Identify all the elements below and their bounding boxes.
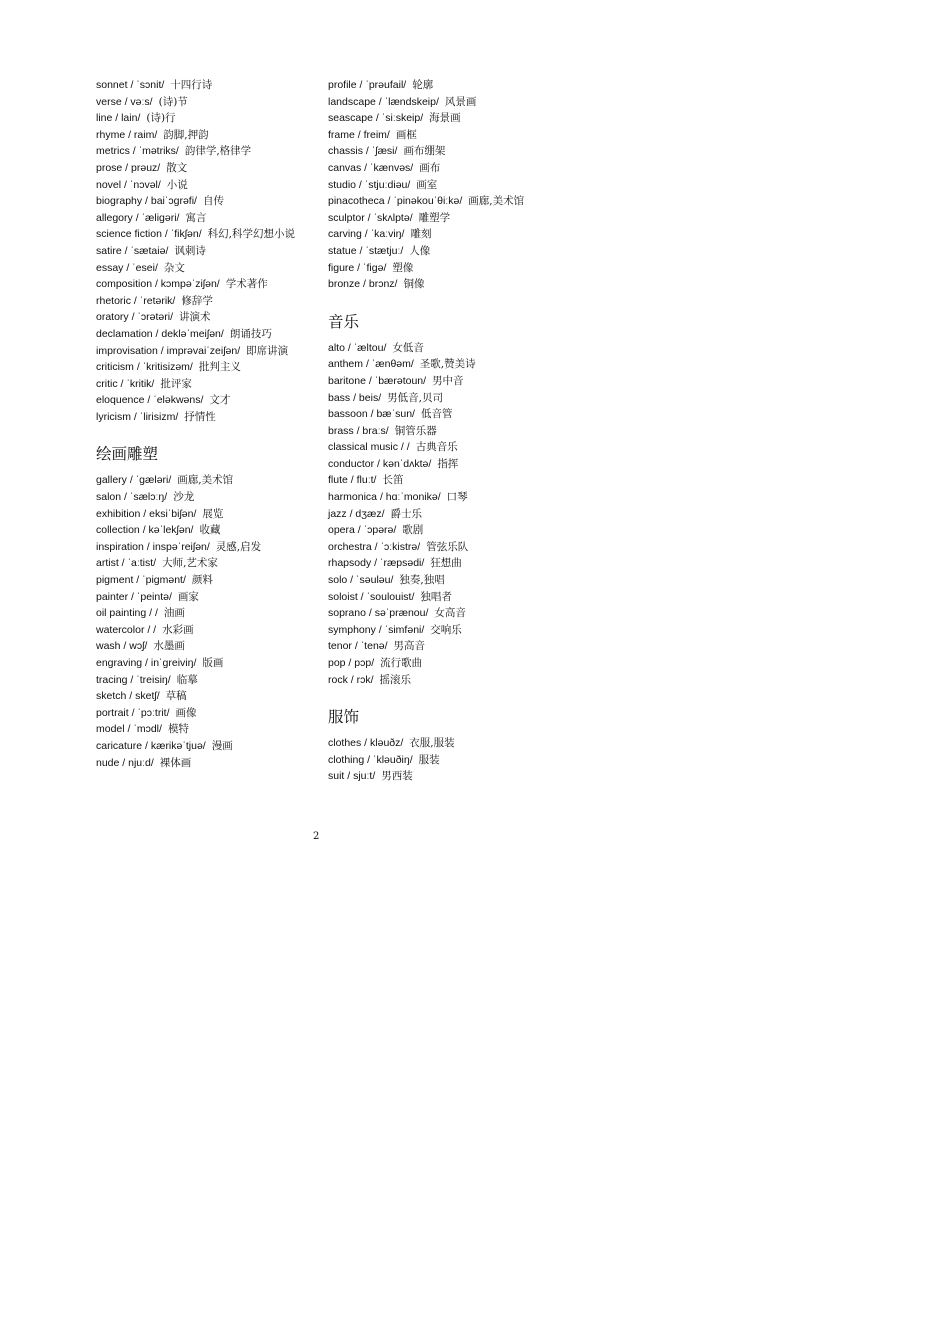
- vocab-entry: [328, 210, 543, 227]
- vocab-entry: [96, 589, 311, 606]
- vocab-word: clothing / ˈkləuðiŋ/: [328, 753, 413, 766]
- vocab-definition: 展览: [202, 507, 224, 520]
- vocab-word: essay / ˈesei/: [96, 261, 158, 274]
- vocab-definition: 女高音: [434, 607, 466, 620]
- vocab-word: rhapsody / ˈræpsədi/: [328, 557, 425, 570]
- vocab-definition: 画框: [395, 128, 417, 141]
- vocab-entry: [328, 127, 543, 144]
- vocab-entry: [96, 326, 311, 343]
- vocab-word: studio / ˈstjuːdiəu/: [328, 178, 411, 191]
- vocab-definition: 女低音: [392, 341, 424, 354]
- vocab-entry: [96, 738, 311, 755]
- vocab-word: portrait / ˈpɔːtrit/: [96, 706, 170, 719]
- vocab-definition: 批判主义: [198, 361, 241, 374]
- vocab-word: gallery / ˈgæləri/: [96, 474, 172, 487]
- vocab-definition: 讲演术: [179, 311, 211, 324]
- vocab-word: solo / ˈsəuləu/: [328, 574, 394, 587]
- vocab-definition: 雕塑学: [418, 211, 451, 224]
- vocab-definition: 摇滚乐: [379, 673, 412, 686]
- vocab-definition: 雕刻: [410, 228, 432, 241]
- vocab-entry: [328, 94, 543, 111]
- vocab-definition: 男西装: [381, 770, 413, 783]
- vocab-entry: [328, 622, 543, 639]
- vocab-entry: [328, 110, 543, 127]
- vocab-entry: [328, 226, 543, 243]
- vocab-entry: [328, 77, 543, 94]
- vocab-definition: 沙龙: [173, 491, 195, 504]
- vocab-word: caricature / kærikəˈtjuə/: [96, 739, 206, 752]
- vocab-entry: [328, 638, 543, 655]
- vocab-word: model / ˈmɔdl/: [96, 723, 162, 736]
- vocab-entry: [328, 423, 543, 440]
- vocab-definition: 画布: [419, 161, 441, 174]
- vocab-entry: [96, 755, 311, 772]
- vocab-definition: 油画: [163, 607, 185, 620]
- vocab-definition: 流行歌曲: [380, 657, 423, 669]
- vocab-word: science fiction / ˈfikʃən/: [96, 228, 202, 241]
- vocab-word: profile / ˈprəufail/: [328, 79, 407, 91]
- vocab-entry: [96, 94, 311, 111]
- vocab-word: canvas / ˈkænvəs/: [328, 161, 414, 174]
- vocab-word: opera / ˈɔpərə/: [328, 524, 397, 537]
- vocab-entry: [96, 376, 311, 393]
- vocab-entry: [96, 721, 311, 738]
- vocab-word: baritone / ˈbærətoun/: [328, 374, 427, 387]
- vocab-word: salon / ˈsælɔːŋ/: [96, 491, 168, 504]
- vocab-word: prose / prəuz/: [96, 161, 161, 174]
- vocab-definition: 画廊,美术馆: [468, 195, 525, 208]
- vocab-definition: 即席讲演: [246, 344, 289, 357]
- vocab-word: eloquence / ˈeləkwəns/: [96, 394, 204, 407]
- vocab-definition: 管弦乐队: [426, 540, 469, 553]
- right-group-2: [328, 340, 543, 688]
- vocab-definition: 低音管: [420, 408, 453, 421]
- vocab-definition: 文才: [209, 394, 231, 407]
- vocab-entry: [328, 160, 543, 177]
- vocab-word: carving / ˈkaːviŋ/: [328, 228, 405, 241]
- vocab-definition: (诗)行: [146, 112, 176, 125]
- vocab-entry: [328, 555, 543, 572]
- vocab-definition: 独唱者: [420, 590, 452, 603]
- vocab-definition: 服装: [418, 753, 440, 766]
- vocab-definition: 铜像: [403, 278, 425, 291]
- vocab-word: metrics / ˈmətriks/: [96, 145, 179, 158]
- vocab-definition: 独奏,独唱: [399, 574, 445, 587]
- vocab-entry: [328, 373, 543, 390]
- vocab-word: inspiration / inspəˈreiʃən/: [96, 540, 210, 553]
- vocab-definition: 批评家: [160, 377, 192, 390]
- vocab-entry: [328, 439, 543, 456]
- vocab-entry: [96, 622, 311, 639]
- right-group-1: [328, 77, 543, 293]
- vocab-word: statue / ˈstætjuː/: [328, 244, 404, 257]
- vocab-word: improvisation / imprəvaiˈzeiʃən/: [96, 344, 241, 357]
- vocab-word: soloist / ˈsoulouist/: [328, 590, 415, 603]
- vocab-entry: [96, 193, 311, 210]
- vocab-word: sketch / sketʃ/: [96, 690, 160, 703]
- vocab-entry: [96, 392, 311, 409]
- vocab-word: pigment / ˈpigmənt/: [96, 574, 186, 587]
- vocab-definition: 讽刺诗: [174, 244, 206, 257]
- vocab-entry: [328, 260, 543, 277]
- vocab-definition: 爵士乐: [390, 507, 422, 520]
- vocab-word: tracing / ˈtreisiŋ/: [96, 673, 171, 686]
- vocab-entry: [96, 177, 311, 194]
- vocab-entry: [328, 768, 543, 785]
- vocab-definition: 歌剧: [402, 524, 424, 537]
- vocab-definition: 小说: [166, 178, 188, 191]
- vocab-entry: [96, 522, 311, 539]
- vocab-entry: [96, 705, 311, 722]
- vocab-entry: [328, 735, 543, 752]
- vocab-word: sculptor / ˈskʌlptə/: [328, 211, 413, 224]
- right-column: [328, 77, 543, 785]
- vocab-definition: 人像: [409, 244, 431, 257]
- vocab-word: satire / ˈsætaiə/: [96, 244, 169, 257]
- vocab-entry: [328, 572, 543, 589]
- vocab-word: engraving / inˈgreiviŋ/: [96, 657, 197, 669]
- vocab-definition: 男低音,贝司: [387, 391, 443, 404]
- vocab-word: rhyme / raim/: [96, 128, 158, 141]
- vocab-entry: [328, 506, 543, 523]
- vocab-entry: [328, 589, 543, 606]
- vocab-word: critic / ˈkritik/: [96, 377, 155, 390]
- vocab-entry: [328, 472, 543, 489]
- vocab-entry: [96, 605, 311, 622]
- vocab-entry: [328, 143, 543, 160]
- vocab-entry: [328, 243, 543, 260]
- vocab-entry: [96, 359, 311, 376]
- vocab-definition: 朗诵技巧: [229, 327, 272, 340]
- vocab-word: biography / baiˈɔgrəfi/: [96, 195, 197, 208]
- vocab-entry: [96, 555, 311, 572]
- vocab-definition: 风景画: [444, 95, 477, 108]
- vocab-definition: 塑像: [392, 261, 414, 274]
- vocab-entry: [96, 226, 311, 243]
- vocab-entry: [96, 309, 311, 326]
- vocab-definition: 海景画: [429, 112, 461, 125]
- vocab-entry: [96, 127, 311, 144]
- vocab-entry: [328, 406, 543, 423]
- vocab-word: anthem / ˈænθəm/: [328, 358, 414, 371]
- vocab-entry: [96, 572, 311, 589]
- vocab-word: tenor / ˈtenə/: [328, 640, 388, 653]
- vocab-word: wash / wɔʃ/: [96, 640, 148, 653]
- vocab-definition: 临摹: [176, 673, 198, 686]
- vocab-word: allegory / ˈæligəri/: [96, 211, 180, 224]
- vocab-entry: [96, 276, 311, 293]
- vocab-word: pinacotheca / ˈpinəkouˈθiːkə/: [328, 195, 463, 208]
- page-number: 2: [313, 831, 320, 842]
- vocab-definition: 轮廓: [412, 79, 434, 91]
- vocab-entry: [328, 605, 543, 622]
- vocab-word: figure / ˈfigə/: [328, 261, 387, 274]
- vocab-word: composition / kɔmpəˈziʃən/: [96, 278, 220, 291]
- vocab-word: jazz / dʒæz/: [328, 507, 385, 520]
- vocab-entry: [96, 655, 311, 672]
- vocab-entry: [328, 356, 543, 373]
- vocab-entry: [328, 672, 543, 689]
- vocab-definition: 衣服,服装: [409, 737, 455, 750]
- vocab-word: rhetoric / ˈretərik/: [96, 294, 176, 307]
- vocab-entry: [96, 688, 311, 705]
- vocab-word: rock / rɔk/: [328, 673, 374, 686]
- vocab-entry: [96, 143, 311, 160]
- vocab-definition: 抒情性: [184, 410, 216, 423]
- vocab-word: classical music / /: [328, 441, 410, 454]
- vocab-word: landscape / ˈlændskeip/: [328, 95, 439, 108]
- vocab-entry: [96, 506, 311, 523]
- vocab-entry: [328, 655, 543, 672]
- right-group-3: [328, 735, 543, 785]
- vocab-word: pop / pɔp/: [328, 657, 375, 669]
- vocab-definition: 模特: [167, 723, 189, 736]
- vocab-word: oil painting / /: [96, 607, 158, 620]
- vocab-definition: 狂想曲: [430, 557, 462, 570]
- vocab-entry: [96, 472, 311, 489]
- vocab-definition: 大师,艺术家: [162, 557, 218, 570]
- vocab-word: conductor / kənˈdʌktə/: [328, 457, 432, 470]
- vocab-word: alto / ˈæltou/: [328, 341, 387, 354]
- vocab-definition: 铜管乐器: [394, 424, 437, 437]
- vocab-definition: 科幻,科学幻想小说: [207, 228, 295, 241]
- vocab-word: criticism / ˈkritisizəm/: [96, 361, 193, 374]
- vocab-definition: 画布绷架: [403, 145, 446, 158]
- vocab-word: clothes / kləuðz/: [328, 737, 404, 750]
- vocab-entry: [96, 160, 311, 177]
- vocab-definition: 漫画: [211, 739, 233, 752]
- vocab-word: declamation / dekləˈmeiʃən/: [96, 327, 224, 340]
- vocab-definition: 自传: [202, 195, 224, 208]
- vocab-definition: 寓言: [185, 211, 207, 224]
- section-heading-music: 音乐: [328, 312, 360, 331]
- vocab-word: orchestra / ˈɔːkistrə/: [328, 540, 421, 553]
- vocab-entry: [328, 193, 543, 210]
- left-column: [96, 77, 311, 771]
- vocab-definition: 画家: [177, 590, 199, 603]
- vocab-entry: [96, 293, 311, 310]
- vocab-word: painter / ˈpeintə/: [96, 590, 172, 603]
- vocab-word: collection / kəˈlekʃən/: [96, 524, 194, 537]
- vocab-word: suit / sjuːt/: [328, 770, 376, 783]
- vocab-entry: [328, 276, 543, 293]
- vocab-entry: [328, 390, 543, 407]
- vocab-word: artist / ˈaːtist/: [96, 557, 157, 570]
- vocab-entry: [96, 77, 311, 94]
- vocab-definition: 十四行诗: [170, 79, 213, 91]
- vocab-definition: 指挥: [437, 457, 459, 470]
- vocab-entry: [96, 260, 311, 277]
- vocab-definition: 男中音: [432, 374, 464, 387]
- vocab-definition: 交响乐: [430, 623, 462, 636]
- vocab-definition: 画像: [175, 706, 197, 719]
- vocab-entry: [328, 539, 543, 556]
- vocab-definition: 水彩画: [162, 623, 194, 636]
- vocab-word: novel / ˈnɔvəl/: [96, 178, 161, 191]
- vocab-definition: 长笛: [382, 474, 404, 487]
- vocab-definition: 版画: [202, 657, 224, 669]
- vocab-word: frame / freim/: [328, 128, 390, 141]
- vocab-definition: 古典音乐: [415, 441, 458, 454]
- vocab-entry: [96, 672, 311, 689]
- vocab-definition: 杂文: [163, 261, 185, 274]
- vocab-definition: (诗)节: [158, 95, 188, 108]
- vocab-definition: 水墨画: [153, 640, 185, 653]
- vocab-word: lyricism / ˈlirisizm/: [96, 410, 179, 423]
- vocab-definition: 男高音: [393, 640, 426, 653]
- vocab-word: exhibition / eksiˈbiʃən/: [96, 507, 197, 520]
- left-group-2: [96, 472, 311, 771]
- vocab-word: watercolor / /: [96, 623, 157, 636]
- vocab-entry: [96, 409, 311, 426]
- vocab-word: symphony / ˈsimfəni/: [328, 623, 425, 636]
- vocab-word: nude / njuːd/: [96, 756, 154, 769]
- vocab-word: seascape / ˈsiːskeip/: [328, 112, 424, 125]
- vocab-word: chassis / ˈʃæsi/: [328, 145, 398, 158]
- vocab-entry: [328, 489, 543, 506]
- vocab-word: verse / vəːs/: [96, 95, 153, 108]
- vocab-word: line / lain/: [96, 112, 141, 125]
- vocab-entry: [328, 340, 543, 357]
- vocab-entry: [96, 638, 311, 655]
- vocab-definition: 画室: [416, 178, 438, 191]
- section-heading-clothing: 服饰: [328, 708, 360, 727]
- vocab-word: oratory / ˈɔrətəri/: [96, 311, 174, 324]
- vocab-definition: 圣歌,赞美诗: [419, 358, 476, 371]
- section-heading-painting-sculpture: 绘画雕塑: [96, 445, 159, 464]
- vocab-definition: 灵感,启发: [215, 540, 262, 553]
- vocab-word: soprano / səˈprænou/: [328, 607, 429, 620]
- vocab-entry: [328, 752, 543, 769]
- vocab-definition: 收藏: [199, 524, 221, 537]
- vocab-entry: [96, 539, 311, 556]
- vocab-definition: 韵脚,押韵: [163, 128, 209, 141]
- vocab-word: bassoon / bæˈsun/: [328, 408, 415, 421]
- vocab-definition: 韵律学,格律学: [184, 145, 252, 158]
- vocab-definition: 散文: [166, 161, 188, 174]
- vocab-definition: 修辞学: [181, 294, 213, 307]
- vocab-word: brass / braːs/: [328, 424, 389, 437]
- vocab-definition: 口琴: [446, 491, 468, 504]
- vocab-definition: 画廊,美术馆: [177, 474, 234, 487]
- vocab-word: bronze / brɔnz/: [328, 278, 398, 291]
- vocab-word: flute / fluːt/: [328, 474, 377, 487]
- vocab-definition: 颜料: [191, 574, 213, 587]
- vocab-entry: [96, 489, 311, 506]
- left-group-1: [96, 77, 311, 425]
- vocab-entry: [328, 522, 543, 539]
- vocab-entry: [96, 243, 311, 260]
- vocab-definition: 裸体画: [159, 756, 192, 769]
- vocab-entry: [96, 210, 311, 227]
- vocab-entry: [328, 177, 543, 194]
- vocab-entry: [96, 343, 311, 360]
- vocab-definition: 草稿: [165, 690, 187, 703]
- vocab-entry: [96, 110, 311, 127]
- vocab-definition: 学术著作: [225, 278, 268, 291]
- vocab-entry: [328, 456, 543, 473]
- vocab-word: bass / beis/: [328, 391, 382, 404]
- vocab-word: harmonica / hɑːˈmonikə/: [328, 491, 441, 504]
- vocab-word: sonnet / ˈsɔnit/: [96, 79, 165, 91]
